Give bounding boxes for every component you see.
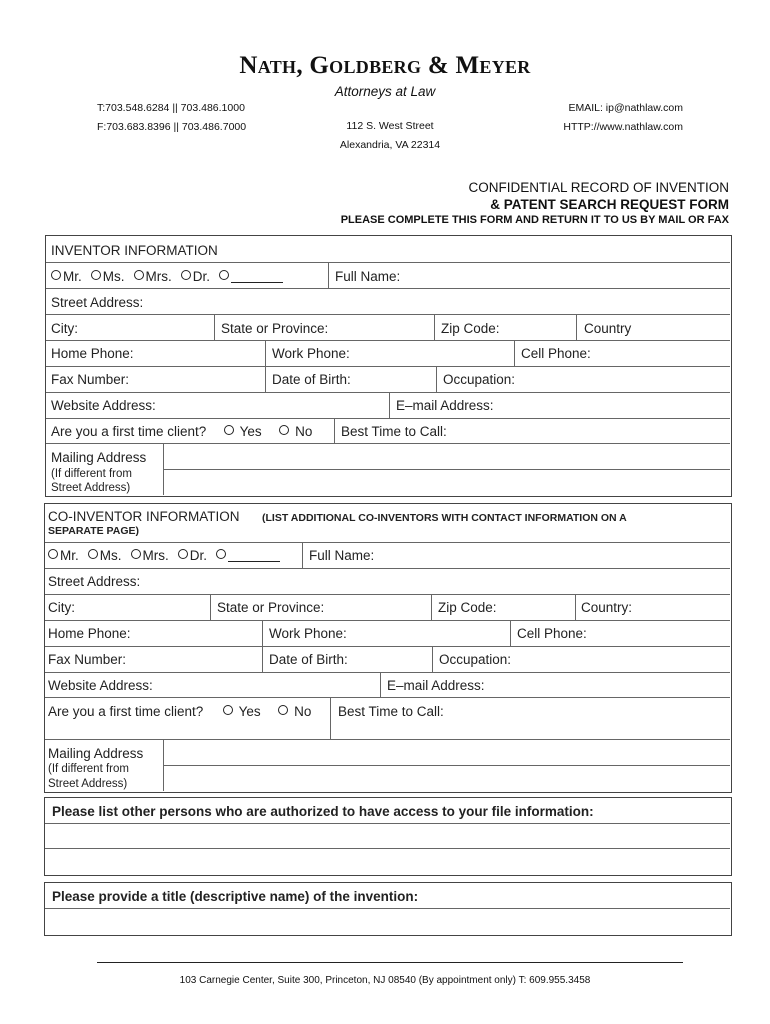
website-link[interactable]: HTTP://www.nathlaw.com	[563, 121, 683, 133]
inventor-state-field[interactable]: State or Province:	[221, 321, 329, 336]
form-instructions: PLEASE COMPLETE THIS FORM AND RETURN IT TO US BY MAIL OR FAX	[340, 214, 729, 226]
fax-line: F:703.683.8396 || 703.486.7000	[97, 121, 247, 133]
authorized-person-input-1[interactable]	[45, 824, 729, 848]
inventor-dob-field[interactable]: Date of Birth:	[272, 372, 351, 387]
address-line-1: 112 S. West Street	[346, 120, 434, 132]
coinventor-mailing-note-1: (If different from	[48, 763, 129, 775]
coinventor-city-field[interactable]: City:	[48, 600, 75, 615]
inventor-full-name-field[interactable]: Full Name:	[335, 269, 401, 284]
inventor-occupation-field[interactable]: Occupation:	[443, 372, 516, 387]
firm-name: Nath, Goldberg & Meyer	[239, 52, 531, 79]
radio-icon[interactable]	[224, 425, 234, 435]
co-first-time-question: Are you a first time client?	[48, 704, 204, 719]
inventor-city-field[interactable]: City:	[51, 321, 78, 336]
salutation-ms-option[interactable]: Ms.	[91, 269, 125, 284]
inventor-email-field[interactable]: E–mail Address:	[396, 398, 494, 413]
co-salutation-mr-option[interactable]: Mr.	[48, 548, 79, 563]
co-salutation-other-option[interactable]	[216, 548, 280, 563]
coinventor-mailing-address-input[interactable]	[164, 740, 729, 790]
coinventor-cell-phone-field[interactable]: Cell Phone:	[517, 626, 587, 641]
radio-icon[interactable]	[181, 270, 191, 280]
coinventor-home-phone-field[interactable]: Home Phone:	[48, 626, 131, 641]
coinventor-work-phone-field[interactable]: Work Phone:	[269, 626, 347, 641]
inventor-mailing-address-input[interactable]	[164, 444, 729, 494]
salutation-mrs-option[interactable]: Mrs.	[134, 269, 172, 284]
coinventor-occupation-field[interactable]: Occupation:	[439, 652, 512, 667]
address-line-2: Alexandria, VA 22314	[339, 139, 441, 151]
radio-icon[interactable]	[219, 270, 229, 280]
salutation-mr-option[interactable]: Mr.	[51, 269, 82, 284]
radio-icon[interactable]	[88, 549, 98, 559]
radio-icon[interactable]	[278, 705, 288, 715]
authorized-person-input-2[interactable]	[45, 849, 729, 873]
inventor-home-phone-field[interactable]: Home Phone:	[51, 346, 134, 361]
coinventor-note-2: SEPARATE PAGE)	[48, 525, 140, 537]
inventor-salutation-group	[51, 269, 283, 284]
coinventor-note: (LIST ADDITIONAL CO-INVENTORS WITH CONTACT INFORMATION ON A	[262, 512, 627, 524]
inventor-fax-field[interactable]: Fax Number:	[51, 372, 130, 387]
coinventor-zip-field[interactable]: Zip Code:	[438, 600, 497, 615]
coinventor-full-name-field[interactable]: Full Name:	[309, 548, 375, 563]
coinventor-first-time-group	[48, 704, 311, 719]
firm-tagline: Attorneys at Law	[334, 84, 436, 99]
coinventor-mailing-label: Mailing Address	[48, 746, 144, 761]
coinventor-dob-field[interactable]: Date of Birth:	[269, 652, 348, 667]
coinventor-mailing-note-2: Street Address)	[48, 778, 128, 790]
email-link[interactable]: EMAIL: ip@nathlaw.com	[568, 102, 683, 114]
footer-divider	[97, 962, 683, 963]
radio-icon[interactable]	[279, 425, 289, 435]
salutation-dr-option[interactable]: Dr.	[181, 269, 210, 284]
coinventor-street-field[interactable]: Street Address:	[48, 574, 141, 589]
radio-icon[interactable]	[51, 270, 61, 280]
coinventor-state-field[interactable]: State or Province:	[217, 600, 325, 615]
radio-icon[interactable]	[134, 270, 144, 280]
first-time-yes-option[interactable]: Yes	[224, 424, 262, 439]
inventor-zip-field[interactable]: Zip Code:	[441, 321, 500, 336]
inventor-heading: INVENTOR INFORMATION	[51, 243, 218, 258]
inventor-best-time-field[interactable]: Best Time to Call:	[341, 424, 447, 439]
first-time-no-option[interactable]: No	[279, 424, 312, 439]
co-salutation-other-blank[interactable]	[228, 549, 280, 562]
form-title-line-2: & PATENT SEARCH REQUEST FORM	[490, 197, 729, 212]
inventor-work-phone-field[interactable]: Work Phone:	[272, 346, 350, 361]
inventor-cell-phone-field[interactable]: Cell Phone:	[521, 346, 591, 361]
co-salutation-ms-option[interactable]: Ms.	[88, 548, 122, 563]
salutation-other-blank[interactable]	[231, 270, 283, 283]
radio-icon[interactable]	[91, 270, 101, 280]
invention-title-heading: Please provide a title (descriptive name) of the invention:	[52, 889, 419, 904]
co-first-time-no-option[interactable]: No	[278, 704, 311, 719]
first-time-question: Are you a first time client?	[51, 424, 207, 439]
inventor-mailing-label: Mailing Address	[51, 450, 147, 465]
radio-icon[interactable]	[223, 705, 233, 715]
radio-icon[interactable]	[48, 549, 58, 559]
co-salutation-mrs-option[interactable]: Mrs.	[131, 548, 169, 563]
inventor-street-field[interactable]: Street Address:	[51, 295, 144, 310]
coinventor-country-field[interactable]: Country:	[581, 600, 633, 615]
web-contacts	[563, 99, 683, 137]
inventor-mailing-note-1: (If different from	[51, 468, 132, 480]
coinventor-salutation-group	[48, 548, 280, 563]
phone-line: T:703.548.6284 || 703.486.1000	[97, 102, 245, 114]
inventor-website-field[interactable]: Website Address:	[51, 398, 156, 413]
coinventor-email-field[interactable]: E–mail Address:	[387, 678, 485, 693]
radio-icon[interactable]	[216, 549, 226, 559]
coinventor-fax-field[interactable]: Fax Number:	[48, 652, 127, 667]
radio-icon[interactable]	[131, 549, 141, 559]
coinventor-website-field[interactable]: Website Address:	[48, 678, 153, 693]
inventor-first-time-group	[51, 424, 312, 439]
radio-icon[interactable]	[178, 549, 188, 559]
salutation-other-option[interactable]	[219, 269, 283, 284]
invention-title-input[interactable]	[45, 909, 729, 933]
authorized-persons-heading: Please list other persons who are authorized to have access to your file information:	[52, 804, 594, 819]
coinventor-heading: CO-INVENTOR INFORMATION	[48, 509, 240, 524]
co-first-time-yes-option[interactable]: Yes	[223, 704, 261, 719]
inventor-mailing-note-2: Street Address)	[51, 482, 131, 494]
footer-address: 103 Carnegie Center, Suite 300, Princeton, NJ 08540 (By appointment only) T: 609.955.3458	[179, 975, 591, 986]
co-salutation-dr-option[interactable]: Dr.	[178, 548, 207, 563]
form-title-line-1: CONFIDENTIAL RECORD OF INVENTION	[468, 180, 729, 195]
inventor-country-field[interactable]: Country	[584, 321, 632, 336]
coinventor-best-time-field[interactable]: Best Time to Call:	[338, 704, 444, 719]
